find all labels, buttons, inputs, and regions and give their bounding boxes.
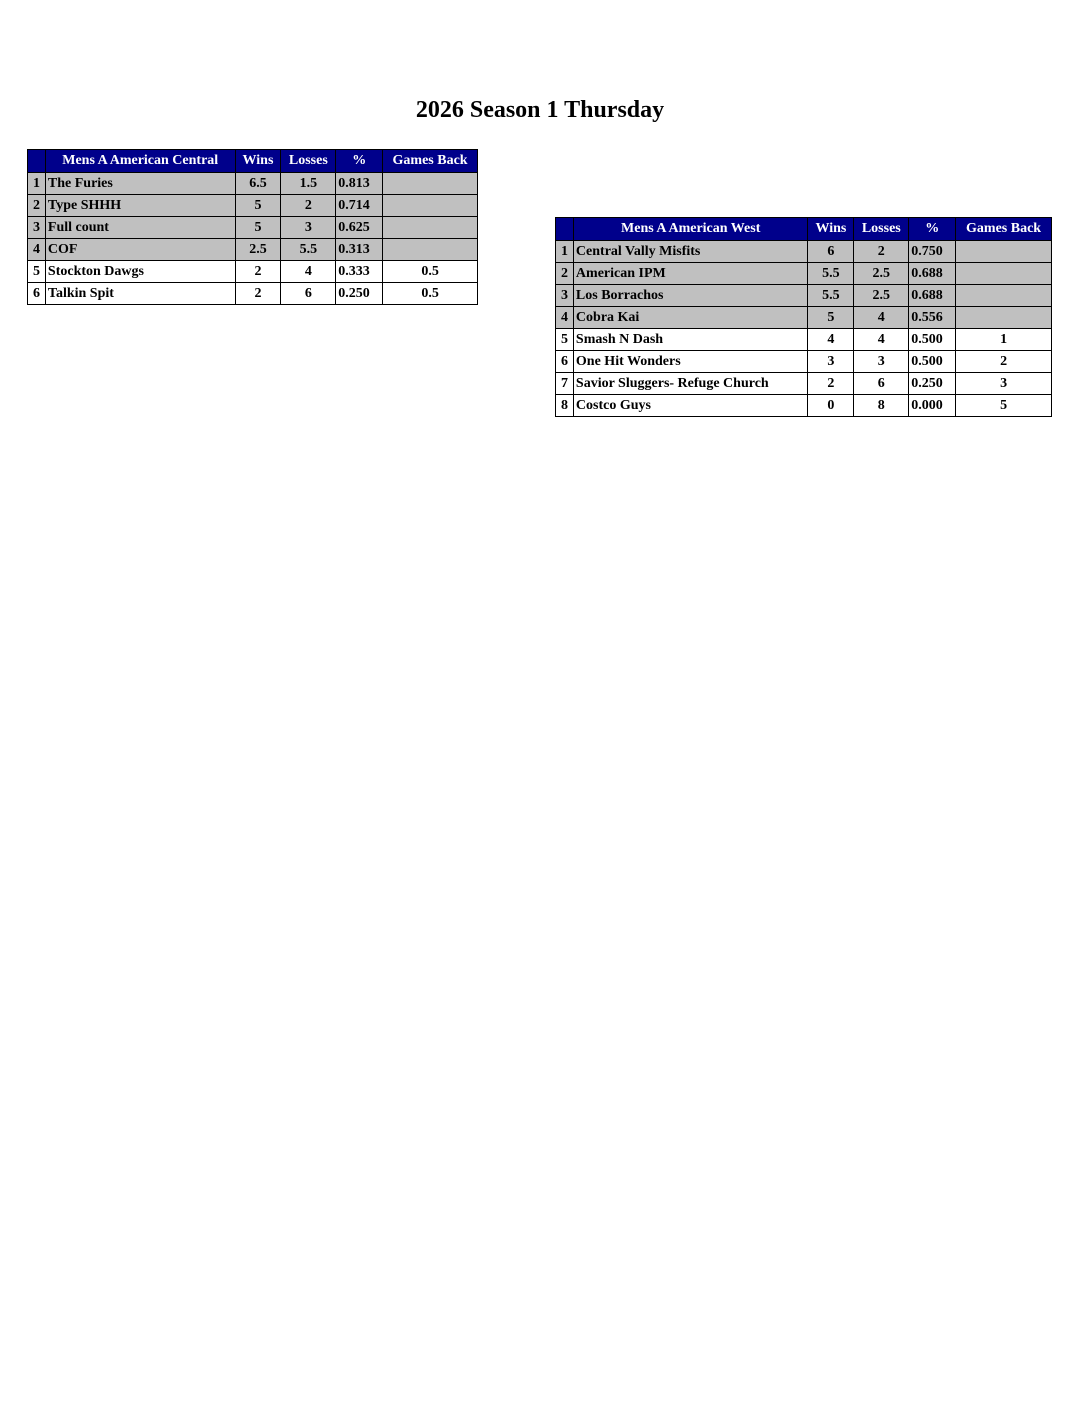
- rank-cell: 1: [556, 241, 574, 263]
- team-cell: Savior Sluggers- Refuge Church: [573, 373, 808, 395]
- table-row: [28, 283, 478, 305]
- team-cell: The Furies: [45, 173, 235, 195]
- losses-cell: 2: [281, 195, 336, 217]
- wins-cell: 6.5: [235, 173, 281, 195]
- pct-cell: 0.313: [336, 239, 383, 261]
- games-back-cell: 2: [956, 351, 1052, 373]
- wins-cell: 5: [235, 195, 281, 217]
- table-row: [28, 261, 478, 283]
- table-header-row: [556, 218, 1052, 241]
- games-back-cell: [383, 173, 478, 195]
- wins-cell: 2: [808, 373, 854, 395]
- pct-cell: 0.688: [909, 263, 956, 285]
- table-header-row: [28, 150, 478, 173]
- wins-cell: 5: [808, 307, 854, 329]
- pct-cell: 0.250: [336, 283, 383, 305]
- team-cell: Smash N Dash: [573, 329, 808, 351]
- rank-cell: 1: [28, 173, 46, 195]
- team-cell: Central Vally Misfits: [573, 241, 808, 263]
- team-cell: COF: [45, 239, 235, 261]
- table-row: [28, 195, 478, 217]
- team-cell: Los Borrachos: [573, 285, 808, 307]
- table-row: [556, 395, 1052, 417]
- rank-header: [556, 218, 574, 241]
- pct-cell: 0.556: [909, 307, 956, 329]
- losses-cell: 4: [854, 307, 909, 329]
- rank-cell: 2: [28, 195, 46, 217]
- team-cell: Type SHHH: [45, 195, 235, 217]
- rank-cell: 6: [28, 283, 46, 305]
- pct-cell: 0.000: [909, 395, 956, 417]
- table-row: [28, 239, 478, 261]
- games-back-cell: 0.5: [383, 261, 478, 283]
- wins-cell: 3: [808, 351, 854, 373]
- losses-cell: 6: [854, 373, 909, 395]
- rank-cell: 2: [556, 263, 574, 285]
- wins-cell: 2.5: [235, 239, 281, 261]
- team-cell: One Hit Wonders: [573, 351, 808, 373]
- games-back-cell: [956, 241, 1052, 263]
- wins-cell: 5: [235, 217, 281, 239]
- pct-cell: 0.625: [336, 217, 383, 239]
- team-cell: Cobra Kai: [573, 307, 808, 329]
- wins-cell: 5.5: [808, 285, 854, 307]
- table-row: [28, 217, 478, 239]
- pct-header: %: [336, 150, 383, 173]
- table-row: [28, 173, 478, 195]
- games-back-cell: [956, 285, 1052, 307]
- division-header: Mens A American Central: [45, 150, 235, 173]
- table-row: [556, 351, 1052, 373]
- table-row: [556, 373, 1052, 395]
- wins-cell: 5.5: [808, 263, 854, 285]
- pct-cell: 0.688: [909, 285, 956, 307]
- losses-cell: 6: [281, 283, 336, 305]
- pct-cell: 0.333: [336, 261, 383, 283]
- games-back-cell: [956, 263, 1052, 285]
- games-back-cell: 1: [956, 329, 1052, 351]
- team-cell: American IPM: [573, 263, 808, 285]
- table-row: [556, 263, 1052, 285]
- losses-cell: 4: [281, 261, 336, 283]
- pct-cell: 0.500: [909, 329, 956, 351]
- games-back-cell: [383, 195, 478, 217]
- games-back-cell: 5: [956, 395, 1052, 417]
- pct-cell: 0.714: [336, 195, 383, 217]
- games-back-header: Games Back: [383, 150, 478, 173]
- wins-cell: 2: [235, 261, 281, 283]
- pct-header: %: [909, 218, 956, 241]
- losses-cell: 3: [854, 351, 909, 373]
- games-back-cell: 0.5: [383, 283, 478, 305]
- team-cell: Costco Guys: [573, 395, 808, 417]
- team-cell: Stockton Dawgs: [45, 261, 235, 283]
- rank-cell: 3: [556, 285, 574, 307]
- page-title: 2026 Season 1 Thursday: [415, 97, 665, 123]
- losses-header: Losses: [854, 218, 909, 241]
- wins-cell: 0: [808, 395, 854, 417]
- team-cell: Talkin Spit: [45, 283, 235, 305]
- rank-cell: 8: [556, 395, 574, 417]
- rank-cell: 5: [556, 329, 574, 351]
- losses-cell: 3: [281, 217, 336, 239]
- pct-cell: 0.813: [336, 173, 383, 195]
- wins-cell: 6: [808, 241, 854, 263]
- wins-cell: 4: [808, 329, 854, 351]
- games-back-cell: [956, 307, 1052, 329]
- pct-cell: 0.500: [909, 351, 956, 373]
- table-row: [556, 307, 1052, 329]
- rank-header: [28, 150, 46, 173]
- pct-cell: 0.250: [909, 373, 956, 395]
- division-header: Mens A American West: [573, 218, 808, 241]
- losses-cell: 2: [854, 241, 909, 263]
- rank-cell: 5: [28, 261, 46, 283]
- central-standings-table: [27, 149, 478, 305]
- table-row: [556, 329, 1052, 351]
- team-cell: Full count: [45, 217, 235, 239]
- losses-cell: 5.5: [281, 239, 336, 261]
- losses-header: Losses: [281, 150, 336, 173]
- games-back-header: Games Back: [956, 218, 1052, 241]
- wins-cell: 2: [235, 283, 281, 305]
- games-back-cell: [383, 217, 478, 239]
- rank-cell: 3: [28, 217, 46, 239]
- losses-cell: 2.5: [854, 285, 909, 307]
- pct-cell: 0.750: [909, 241, 956, 263]
- wins-header: Wins: [808, 218, 854, 241]
- table-row: [556, 241, 1052, 263]
- west-standings-table: [555, 217, 1052, 417]
- losses-cell: 1.5: [281, 173, 336, 195]
- rank-cell: 4: [28, 239, 46, 261]
- games-back-cell: 3: [956, 373, 1052, 395]
- rank-cell: 7: [556, 373, 574, 395]
- losses-cell: 8: [854, 395, 909, 417]
- rank-cell: 4: [556, 307, 574, 329]
- rank-cell: 6: [556, 351, 574, 373]
- losses-cell: 4: [854, 329, 909, 351]
- games-back-cell: [383, 239, 478, 261]
- losses-cell: 2.5: [854, 263, 909, 285]
- wins-header: Wins: [235, 150, 281, 173]
- table-row: [556, 285, 1052, 307]
